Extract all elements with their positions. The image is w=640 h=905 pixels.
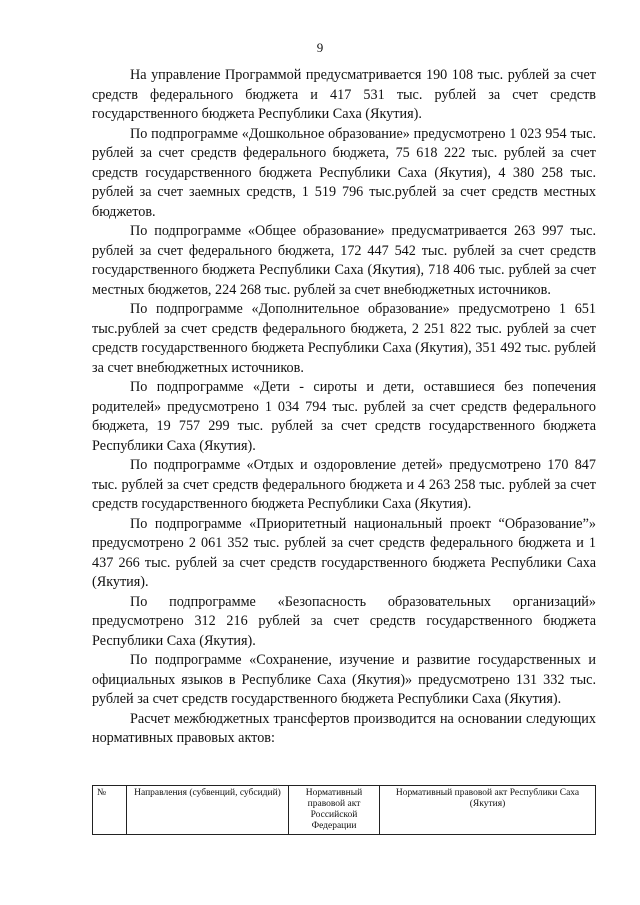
header-number: № xyxy=(93,786,127,835)
body-text xyxy=(92,66,596,749)
paragraph-general-education: По подпрограмме «Общее образование» предусматривается 263 997 тыс. рублей за счет федерального бюджета, 172 447 542 тыс. рублей за счет средств государственного бюджета Республики Саха (Якутия), 718 406 тыс. рублей за счет местных бюджетов, 224 268 тыс. рублей за счет внебюджетных источников. xyxy=(92,223,596,298)
header-rf-act: Нормативный правовой акт Российской Федерации xyxy=(289,786,380,835)
paragraph-languages: По подпрограмме «Сохранение, изучение и развитие государственных и официальных языков в Республике Саха (Якутия)» предусмотрено 131 332 тыс. рублей за счет средств государственного бюджета Республики Саха (Якутия). xyxy=(92,652,596,707)
paragraph-national-project: По подпрограмме «Приоритетный национальный проект “Образование”» предусмотрено 2 061 352 тыс. рублей за счет средств федерального бюджета и 1 437 266 тыс. рублей за счет средств государственного бюджета Республики Саха (Якутия). xyxy=(92,515,596,590)
legal-acts-table xyxy=(92,785,596,835)
page-number: 9 xyxy=(316,40,324,55)
paragraph-program-management: На управление Программой предусматривается 190 108 тыс. рублей за счет средств федерального бюджета и 417 531 тыс. рублей за счет средств государственного бюджета Республики Саха (Якутия). xyxy=(92,67,596,122)
paragraph-recreation: По подпрограмме «Отдых и оздоровление детей» предусмотрено 170 847 тыс. рублей за счет средств федерального бюджета и 4 263 258 тыс. рублей за счет средств государственного бюджета Республики Саха (Якутия). xyxy=(92,457,596,512)
paragraph-transfers: Расчет межбюджетных трансфертов производится на основании следующих нормативных правовых актов: xyxy=(92,710,596,746)
paragraph-additional-education: По подпрограмме «Дополнительное образование» предусмотрено 1 651 тыс.рублей за счет средств федерального бюджета, 2 251 822 тыс. рублей за счет средств государственного бюджета Республики Саха (Якутия), 351 492 тыс. рублей за счет внебюджетных источников. xyxy=(92,301,596,376)
header-rsy-act: Нормативный правовой акт Республики Саха (Якутия) xyxy=(380,786,596,835)
header-directions: Направления (субвенций, субсидий) xyxy=(127,786,289,835)
paragraph-orphans: По подпрограмме «Дети - сироты и дети, оставшиеся без попечения родителей» предусмотрено 1 034 794 тыс. рублей за счет средств федерального бюджета, 19 757 299 тыс. рублей за счет средств государственного бюджета Республики Саха (Якутия). xyxy=(92,379,596,454)
paragraph-preschool: По подпрограмме «Дошкольное образование» предусмотрено 1 023 954 тыс. рублей за счет средств федерального бюджета, 75 618 222 тыс. рублей за счет средств государственного бюджета Республики Саха (Якутия), 4 380 258 тыс. рублей за счет заемных средств, 1 519 796 тыс.рублей за счет средств местных бюджетов. xyxy=(92,125,596,220)
table-header-row xyxy=(93,786,596,835)
paragraph-safety: По подпрограмме «Безопасность образовательных организаций» предусмотрено 312 216 рублей за счет средств государственного бюджета Республики Саха (Якутия). xyxy=(92,593,596,649)
legal-acts-table-wrap xyxy=(92,785,596,835)
